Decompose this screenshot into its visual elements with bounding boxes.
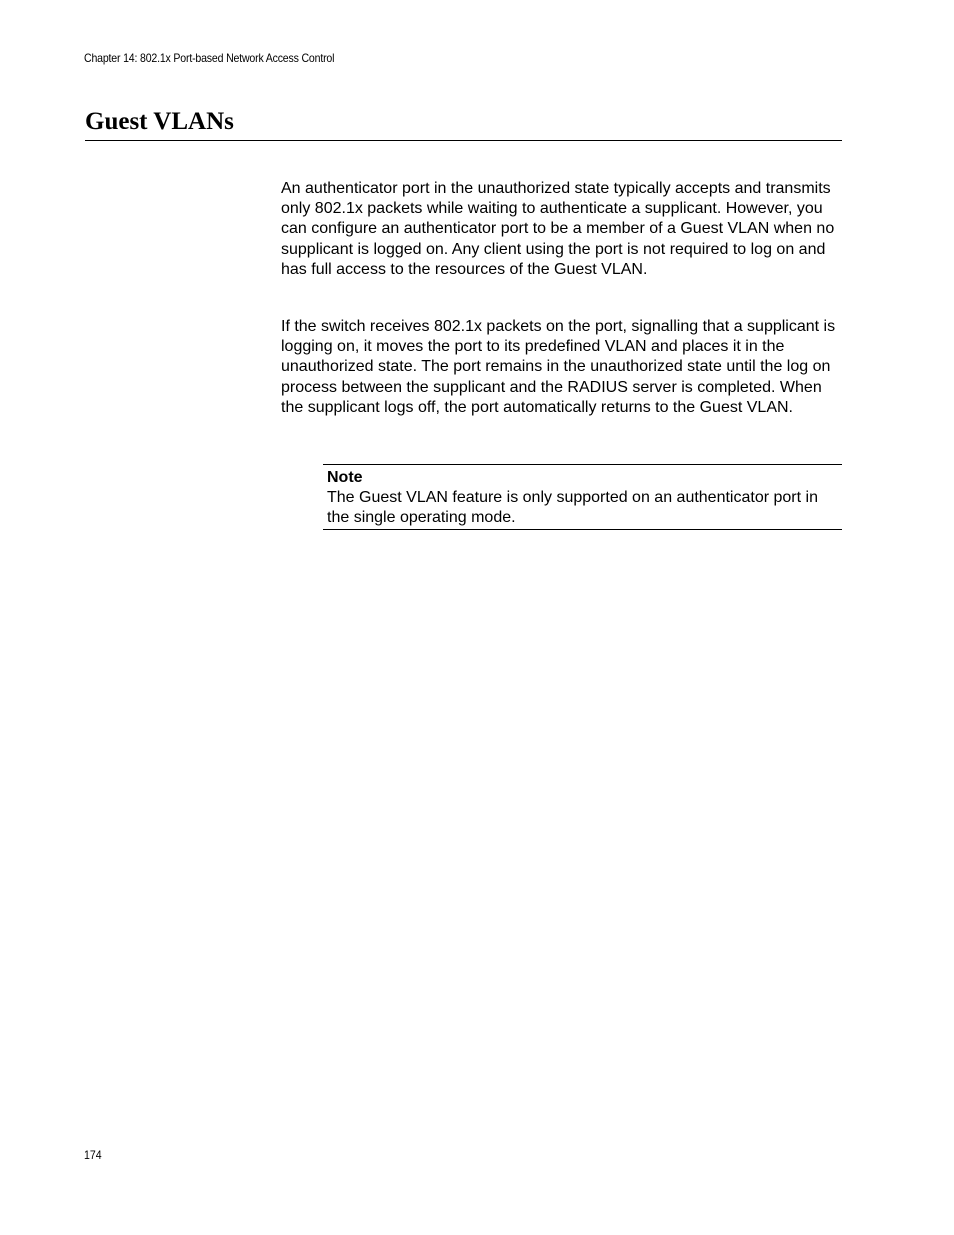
section-title: Guest VLANs xyxy=(85,108,234,135)
page-number: 174 xyxy=(84,1148,102,1162)
note-label: Note xyxy=(327,469,363,486)
note-text: The Guest VLAN feature is only supported on an authenticator port in the single operating mode. xyxy=(327,489,818,527)
body-paragraph-1: An authenticator port in the unauthorized state typically accepts and transmits only 802.1x packets while waiting to authenticate a supplicant. However, you can configure an authenticator port to be a member of a Guest VLAN when no supplicant is logged on. Any client using the port is not required to log on and has full access to the resources of the Guest VLAN. xyxy=(281,180,835,278)
title-divider xyxy=(85,140,842,141)
running-header: Chapter 14: 802.1x Port-based Network Access Control xyxy=(84,51,335,65)
body-paragraph-2: If the switch receives 802.1x packets on the port, signalling that a supplicant is logging on, it moves the port to its predefined VLAN and places it in the unauthorized state. The port remains in the unauthorized state until the log on process between the supplicant and the RADIUS server is completed. When the supplicant logs off, the port automatically returns to the Guest VLAN. xyxy=(281,318,836,416)
note-box xyxy=(323,464,842,530)
